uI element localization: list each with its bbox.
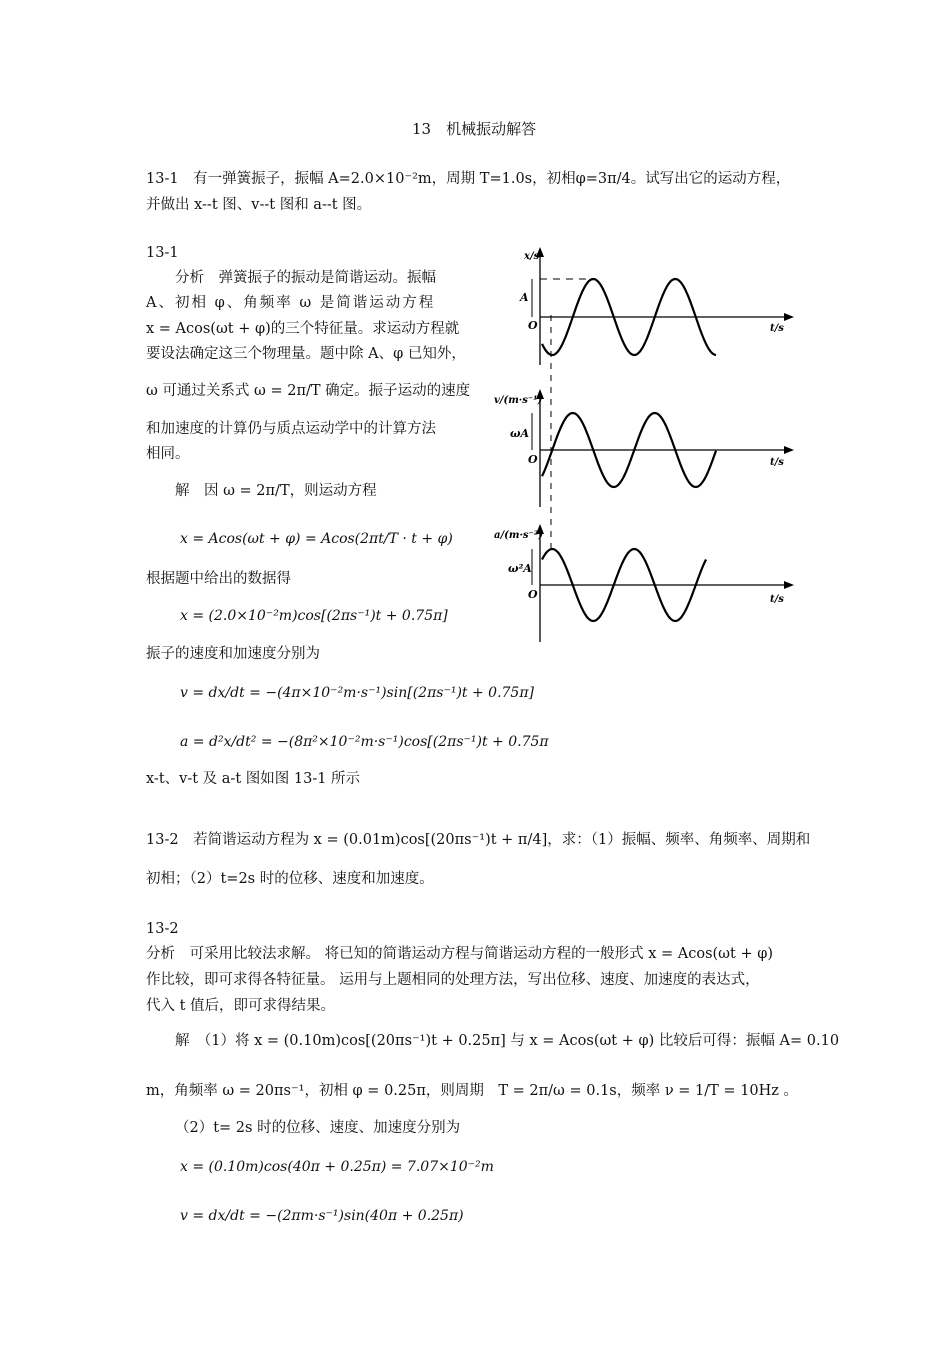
a2-number: 13-2 xyxy=(146,921,179,937)
graph-x-t xyxy=(519,247,794,365)
figure-13-1 xyxy=(490,245,800,645)
a1-para: 和加速度的计算仍与质点运动学中的计算方法 xyxy=(146,421,436,437)
a2-equation: v = dx/dt = −(2πm·s⁻¹)sin(40π + 0.25π) xyxy=(180,1208,464,1224)
a1-para: 要设法确定这三个物理量。题中除 A、φ 已知外， xyxy=(146,346,466,362)
graph3-amp-label: ω²A xyxy=(508,562,532,575)
a1-para: 振子的速度和加速度分别为 xyxy=(146,646,320,662)
q2-line2: 初相；（2）t=2s 时的位移、速度和加速度。 xyxy=(146,871,434,887)
a2-para: 解 （1）将 x = (0.10m)cos[(20πs⁻¹)t + 0.25π] 与 x = Acos(ωt + φ) 比较后可得：振幅 A= 0.10 xyxy=(175,1033,840,1049)
a2-para: 作比较，即可求得各特征量。 运用与上题相同的处理方法，写出位移、速度、加速度的表达式， xyxy=(146,972,760,988)
a1-number: 13-1 xyxy=(146,245,179,261)
graph2-origin: O xyxy=(528,453,538,466)
a1-para: 相同。 xyxy=(146,446,190,462)
a1-figure-caption: x-t、v-t 及 a-t 图如图 13-1 所示 xyxy=(146,771,361,787)
a1-equation: x = Acos(ωt + φ) = Acos(2πt/T · t + φ) xyxy=(180,531,453,547)
graph2-ylabel: v/(m·s⁻¹) xyxy=(494,395,543,406)
a2-equation: x = (0.10m)cos(40π + 0.25π) = 7.07×10⁻²m xyxy=(180,1159,494,1175)
a1-equation: x = (2.0×10⁻²m)cos[(2πs⁻¹)t + 0.75π] xyxy=(180,608,448,624)
graph-v-t xyxy=(494,389,794,507)
a1-para: ω 可通过关系式 ω = 2π/T 确定。振子运动的速度 xyxy=(146,383,471,399)
a2-para: 分析 可采用比较法求解。 将已知的简谐运动方程与简谐运动方程的一般形式 x = Acos(ωt + φ) xyxy=(146,946,774,962)
q2-line1: 13-2 若简谐运动方程为 x = (0.01m)cos[(20πs⁻¹)t + π/4]，求：（1）振幅、频率、角频率、周期和 xyxy=(146,832,811,848)
a1-para: 根据题中给出的数据得 xyxy=(146,571,291,587)
a1-para: 分析 弹簧振子的振动是简谐运动。振幅 xyxy=(175,270,436,286)
graph1-origin: O xyxy=(528,319,538,332)
graph2-amp-label: ωA xyxy=(510,427,530,440)
q1-line1: 13-1 有一弹簧振子，振幅 A=2.0×10⁻²m，周期 T=1.0s，初相φ=3π/4。试写出它的运动方程， xyxy=(146,171,791,187)
graph3-origin: O xyxy=(528,588,538,601)
a1-equation: v = dx/dt = −(4π×10⁻²m·s⁻¹)sin[(2πs⁻¹)t + 0.75π] xyxy=(180,685,535,701)
a1-para: A、初相 φ、角频率 ω 是简谐运动方程 xyxy=(146,295,436,311)
graph3-ylabel: a/(m·s⁻²) xyxy=(494,530,543,541)
a2-para: m，角频率 ω = 20πs⁻¹，初相 φ = 0.25π，则周期 T = 2π/ω = 0.1s，频率 ν = 1/T = 10Hz 。 xyxy=(146,1083,799,1099)
q1-line2: 并做出 x--t 图、v--t 图和 a--t 图。 xyxy=(146,197,372,213)
graph-a-t xyxy=(494,524,794,642)
graph2-tlabel: t/s xyxy=(770,457,784,468)
a2-para: 代入 t 值后，即可求得结果。 xyxy=(146,998,336,1014)
a1-para: x = Acos(ωt + φ)的三个特征量。求运动方程就 xyxy=(146,321,460,337)
page-title: 13 机械振动解答 xyxy=(412,120,537,138)
a1-equation: a = d²x/dt² = −(8π²×10⁻²m·s⁻¹)cos[(2πs⁻¹)t + 0.75π xyxy=(180,734,549,750)
a1-solution: 解 因 ω = 2π/T，则运动方程 xyxy=(175,483,377,499)
graph1-amp-label: A xyxy=(520,291,529,304)
graph3-tlabel: t/s xyxy=(770,594,784,605)
graph1-tlabel: t/s xyxy=(770,323,784,334)
a2-para: （2）t= 2s 时的位移、速度、加速度分别为 xyxy=(175,1120,461,1136)
graph1-ylabel: x/s xyxy=(524,251,540,262)
